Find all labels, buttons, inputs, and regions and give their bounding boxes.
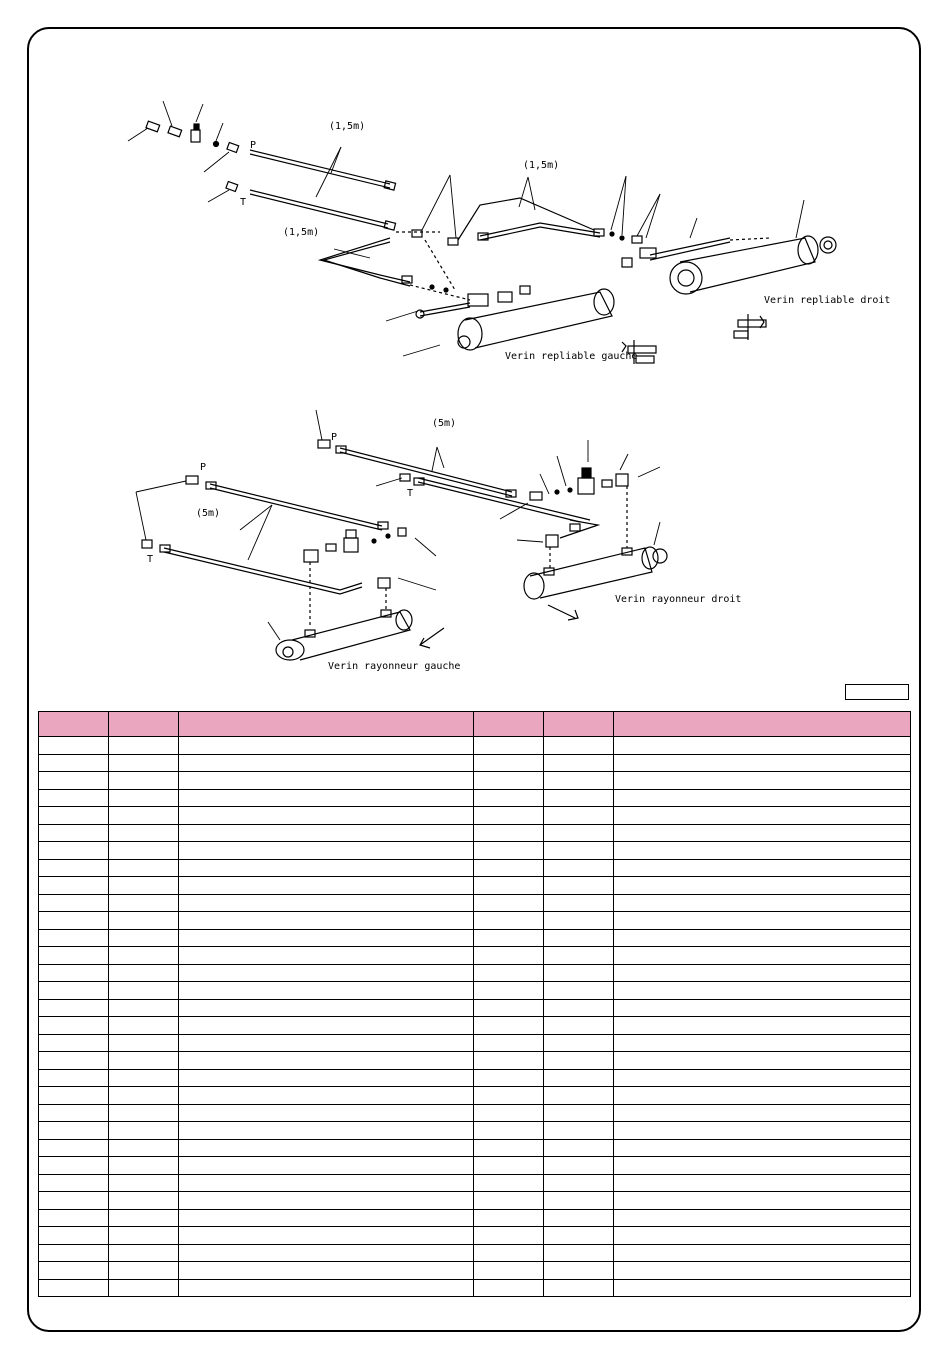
table-row [39,1122,911,1140]
table-cell [179,1192,474,1210]
cylinder-arm-right-label: Verin rayonneur droit [615,594,742,605]
table-header-cell [39,712,109,737]
table-cell [544,824,614,842]
table-cell [614,964,911,982]
table-cell [179,999,474,1017]
port-p-label: P [250,140,257,151]
table-cell [179,912,474,930]
table-cell [474,894,544,912]
table-cell [39,1279,109,1297]
table-row [39,982,911,1000]
table-cell [544,929,614,947]
hose-length-label: (1,5m) [523,160,560,171]
table-cell [474,1279,544,1297]
table-cell [614,999,911,1017]
table-cell [544,947,614,965]
cylinder-arm-right [524,547,667,620]
table-cell [109,1192,179,1210]
leader-lines-top [128,101,804,356]
table-cell [109,1087,179,1105]
table-cell [39,1052,109,1070]
table-cell [614,929,911,947]
table-cell [109,947,179,965]
port-t-label: T [147,554,154,565]
table-cell [179,877,474,895]
dashed-connections-bottom [310,486,627,628]
table-cell [614,1052,911,1070]
table-cell [109,1052,179,1070]
table-cell [179,859,474,877]
table-cell [109,824,179,842]
table-cell [109,1122,179,1140]
cylinder-arm-left [276,610,444,660]
table-cell [614,912,911,930]
table-cell [179,1122,474,1140]
hose-length-label: (5m) [432,418,457,429]
table-cell [39,789,109,807]
table-cell [109,894,179,912]
table-cell [39,982,109,1000]
table-row [39,912,911,930]
table-cell [179,1227,474,1245]
table-cell [179,807,474,825]
table-cell [544,1034,614,1052]
table-cell [109,877,179,895]
table-cell [179,754,474,772]
table-cell [39,772,109,790]
table-cell [544,1227,614,1245]
table-cell [109,964,179,982]
table-cell [179,1244,474,1262]
table-cell [39,1157,109,1175]
table-cell [179,1104,474,1122]
table-cell [179,1157,474,1175]
table-cell [179,1279,474,1297]
table-cell [179,1209,474,1227]
table-row [39,929,911,947]
table-header-cell [109,712,179,737]
table-cell [109,999,179,1017]
table-cell [39,1192,109,1210]
table-cell [544,1017,614,1035]
table-cell [614,1209,911,1227]
table-cell [544,912,614,930]
table-cell [474,947,544,965]
table-row [39,947,911,965]
table-cell [614,1244,911,1262]
table-cell [474,1244,544,1262]
port-t-label: T [240,197,247,208]
table-row [39,1069,911,1087]
table-cell [544,894,614,912]
table-cell [614,1157,911,1175]
table-cell [39,1174,109,1192]
table-header-cell [614,712,911,737]
table-cell [39,894,109,912]
table-row [39,894,911,912]
table-cell [179,824,474,842]
table-cell [109,1017,179,1035]
table-cell [614,842,911,860]
table-cell [39,1087,109,1105]
table-cell [474,859,544,877]
table-cell [39,929,109,947]
table-cell [614,859,911,877]
table-row [39,1244,911,1262]
table-row [39,1034,911,1052]
table-cell [179,842,474,860]
table-cell [474,1122,544,1140]
table-cell [179,1017,474,1035]
table-cell [474,1087,544,1105]
port-p-label: P [200,462,207,473]
table-cell [109,807,179,825]
table-row [39,1209,911,1227]
hose-length-label: (1,5m) [329,121,366,132]
table-header-cell [179,712,474,737]
table-cell [474,999,544,1017]
table-row [39,964,911,982]
table-cell [614,1262,911,1280]
table-cell [39,912,109,930]
table-cell [39,1209,109,1227]
table-row [39,1157,911,1175]
table-cell [39,737,109,755]
table-cell [614,824,911,842]
table-cell [614,772,911,790]
table-row [39,842,911,860]
table-cell [614,807,911,825]
table-cell [614,1017,911,1035]
table-cell [109,1244,179,1262]
table-cell [474,1192,544,1210]
table-cell [109,1139,179,1157]
table-cell [544,1209,614,1227]
table-cell [544,789,614,807]
table-cell [614,947,911,965]
table-cell [474,824,544,842]
table-cell [474,1227,544,1245]
table-cell [474,1262,544,1280]
parts-table-header [39,712,911,737]
table-cell [39,1227,109,1245]
table-cell [544,877,614,895]
cylinder-fold-left [416,286,614,350]
table-cell [544,999,614,1017]
reference-box [845,684,909,700]
table-cell [109,1069,179,1087]
table-cell [544,982,614,1000]
table-cell [179,1139,474,1157]
table-cell [179,737,474,755]
parts-table-body [39,737,911,1297]
hose-length-label: (5m) [196,508,221,519]
table-cell [179,1069,474,1087]
table-row [39,1139,911,1157]
table-cell [614,877,911,895]
table-row [39,999,911,1017]
table-cell [544,1174,614,1192]
table-cell [39,1122,109,1140]
diagram-labels [147,121,890,672]
table-row [39,877,911,895]
table-header-cell [544,712,614,737]
table-cell [614,1104,911,1122]
table-cell [474,912,544,930]
table-cell [614,1122,911,1140]
table-cell [614,1087,911,1105]
inline-fittings-top [402,229,642,292]
table-cell [544,964,614,982]
table-cell [614,1069,911,1087]
table-cell [39,947,109,965]
table-cell [614,894,911,912]
table-cell [614,1174,911,1192]
table-cell [474,1034,544,1052]
table-cell [39,1139,109,1157]
table-cell [109,1209,179,1227]
table-cell [39,1244,109,1262]
table-cell [544,1122,614,1140]
leader-lines-bottom [136,410,660,640]
port-t-label: T [407,488,414,499]
table-cell [179,929,474,947]
table-cell [109,1104,179,1122]
table-row [39,1227,911,1245]
table-cell [109,754,179,772]
cylinder-fold-right-label: Verin repliable droit [764,295,891,306]
table-cell [109,789,179,807]
table-cell [39,1017,109,1035]
table-cell [179,1087,474,1105]
table-cell [614,1192,911,1210]
table-row [39,807,911,825]
table-cell [109,1262,179,1280]
table-cell [109,912,179,930]
table-cell [544,1139,614,1157]
table-cell [614,1279,911,1297]
table-cell [474,1139,544,1157]
table-cell [474,1157,544,1175]
table-cell [109,772,179,790]
table-row [39,1174,911,1192]
table-cell [544,1279,614,1297]
table-cell [474,877,544,895]
table-cell [109,929,179,947]
cylinder-arm-left-label: Verin rayonneur gauche [328,661,461,672]
fold-symbol-right [734,314,766,340]
table-cell [179,789,474,807]
table-cell [614,982,911,1000]
table-cell [179,947,474,965]
table-cell [614,1227,911,1245]
table-cell [39,754,109,772]
table-cell [474,1104,544,1122]
table-cell [474,982,544,1000]
table-cell [109,1157,179,1175]
table-row [39,1087,911,1105]
table-cell [39,859,109,877]
table-row [39,737,911,755]
table-cell [39,999,109,1017]
table-cell [474,1069,544,1087]
table-cell [109,1279,179,1297]
table-cell [179,1052,474,1070]
table-cell [614,754,911,772]
inlet-fittings-top [146,121,239,191]
table-cell [109,737,179,755]
table-cell [474,737,544,755]
table-cell [614,1139,911,1157]
table-row [39,1279,911,1297]
top-assembly [128,101,836,364]
hose-length-label: (1,5m) [283,227,320,238]
table-cell [179,1034,474,1052]
table-cell [39,842,109,860]
table-row [39,1052,911,1070]
parts-table [38,711,911,1297]
table-cell [39,1104,109,1122]
table-cell [544,1157,614,1175]
table-cell [614,737,911,755]
table-cell [544,1244,614,1262]
table-row [39,789,911,807]
table-header-cell [474,712,544,737]
table-row [39,1017,911,1035]
table-cell [39,824,109,842]
table-cell [544,772,614,790]
table-cell [474,964,544,982]
table-cell [544,1087,614,1105]
table-cell [109,1174,179,1192]
hoses-bottom [164,448,598,594]
table-cell [39,964,109,982]
table-cell [474,772,544,790]
table-cell [474,1052,544,1070]
table-cell [614,789,911,807]
table-cell [109,982,179,1000]
table-cell [474,842,544,860]
table-cell [544,842,614,860]
port-p-label: P [331,432,338,443]
table-cell [39,1262,109,1280]
table-cell [544,1069,614,1087]
table-cell [474,1209,544,1227]
table-row [39,859,911,877]
table-row [39,772,911,790]
table-cell [179,1174,474,1192]
table-cell [544,807,614,825]
table-cell [179,964,474,982]
table-cell [544,737,614,755]
table-cell [544,754,614,772]
table-cell [614,1034,911,1052]
table-cell [544,1052,614,1070]
table-row [39,1104,911,1122]
cylinder-fold-right [622,236,836,294]
table-row [39,824,911,842]
table-cell [109,859,179,877]
table-cell [474,1174,544,1192]
table-cell [544,859,614,877]
table-cell [39,1034,109,1052]
table-cell [544,1262,614,1280]
table-cell [474,754,544,772]
table-cell [179,982,474,1000]
bottom-assembly [136,410,667,660]
table-cell [109,1034,179,1052]
table-cell [39,877,109,895]
table-row [39,754,911,772]
table-cell [109,1227,179,1245]
cylinder-fold-left-label: Verin repliable gauche [505,351,638,362]
table-cell [474,789,544,807]
table-cell [39,1069,109,1087]
table-cell [474,1017,544,1035]
table-row [39,1192,911,1210]
table-cell [39,807,109,825]
table-cell [179,1262,474,1280]
table-cell [179,894,474,912]
table-cell [179,772,474,790]
table-cell [109,842,179,860]
table-cell [474,929,544,947]
table-row [39,1262,911,1280]
table-cell [544,1104,614,1122]
table-cell [544,1192,614,1210]
table-cell [474,807,544,825]
